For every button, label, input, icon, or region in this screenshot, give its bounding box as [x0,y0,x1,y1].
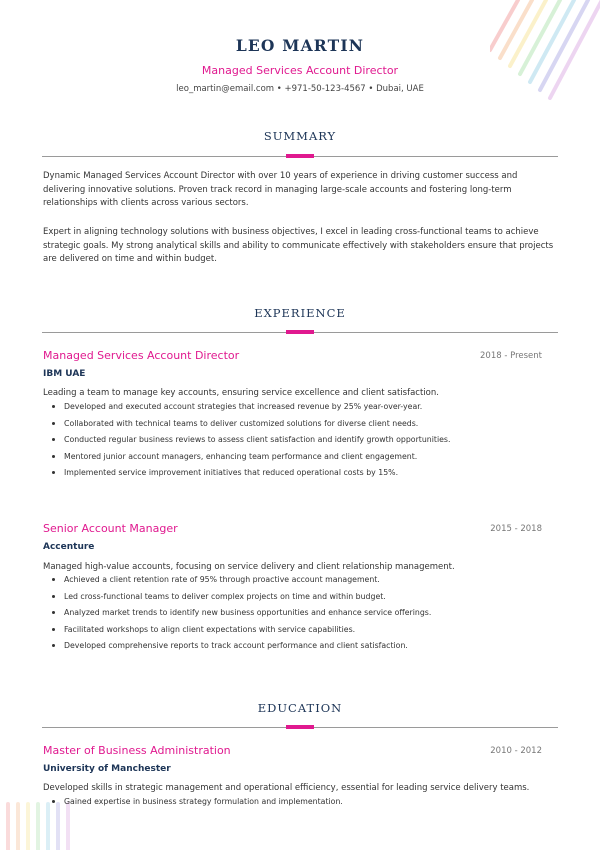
company-name: Accenture [43,542,95,552]
bullet-item: Facilitated workshops to align client expectations with service capabilities. [50,623,555,640]
summary-paragraph-2: Expert in aligning technology solutions with business objectives, I excel in leading cross-functional teams to achieve strategic goals. My strong analytical skills and ability to communicate effectively with stakeholders ensure that projects are delivered on time and within budget. [43,227,554,264]
bullet-item: Led cross-functional teams to deliver complex projects on time and within budget. [50,590,555,607]
job-bullets [50,400,555,483]
job-dates: 2015 - 2018 [490,524,542,534]
education-description: Developed skills in strategic management and operational efficiency, essential for leading service delivery teams. [43,783,530,793]
degree-title: Master of Business Administration [43,744,231,757]
candidate-name: LEO MARTIN [235,36,365,55]
company-name: IBM UAE [43,369,86,379]
bullet-item: Gained expertise in business strategy formulation and implementation. [50,795,555,812]
summary-paragraph-1: Dynamic Managed Services Account Director with over 10 years of experience in driving customer success and delivering innovative solutions. Proven track record in managing large-scale accounts and fostering long-term relationships with clients across various sectors. [43,171,518,208]
bullet-item: Collaborated with technical teams to deliver customized solutions for diverse client needs. [50,417,555,434]
section-divider-accent [286,330,314,334]
contact-line: leo_martin@email.com • +971-50-123-4567 • Dubai, UAE [176,84,424,94]
bullet-item: Achieved a client retention rate of 95% through proactive account management. [50,573,555,590]
job-description: Leading a team to manage key accounts, ensuring service excellence and client satisfaction. [43,388,439,398]
bullet-item: Analyzed market trends to identify new business opportunities and enhance service offerings. [50,606,555,623]
bullet-item: Developed comprehensive reports to track account performance and client satisfaction. [50,639,555,656]
job-dates: 2018 - Present [480,351,542,361]
bullet-item: Implemented service improvement initiatives that reduced operational costs by 15%. [50,466,555,483]
bullet-item: Mentored junior account managers, enhancing team performance and client engagement. [50,450,555,467]
candidate-title: Managed Services Account Director [201,64,399,77]
bullet-item: Developed and executed account strategies that increased revenue by 25% year-over-year. [50,400,555,417]
education-heading: EDUCATION [257,701,343,715]
section-divider-accent [286,154,314,158]
job-title: Senior Account Manager [43,522,178,535]
education-bullets [50,795,555,812]
job-description: Managed high-value accounts, focusing on service delivery and client relationship management. [43,562,455,572]
section-divider-accent [286,725,314,729]
education-dates: 2010 - 2012 [490,746,542,756]
experience-heading: EXPERIENCE [254,306,346,320]
school-name: University of Manchester [43,764,171,774]
job-title: Managed Services Account Director [43,349,240,362]
bullet-item: Conducted regular business reviews to assess client satisfaction and identify growth opportunities. [50,433,555,450]
summary-heading: SUMMARY [263,129,337,143]
job-bullets [50,573,555,656]
